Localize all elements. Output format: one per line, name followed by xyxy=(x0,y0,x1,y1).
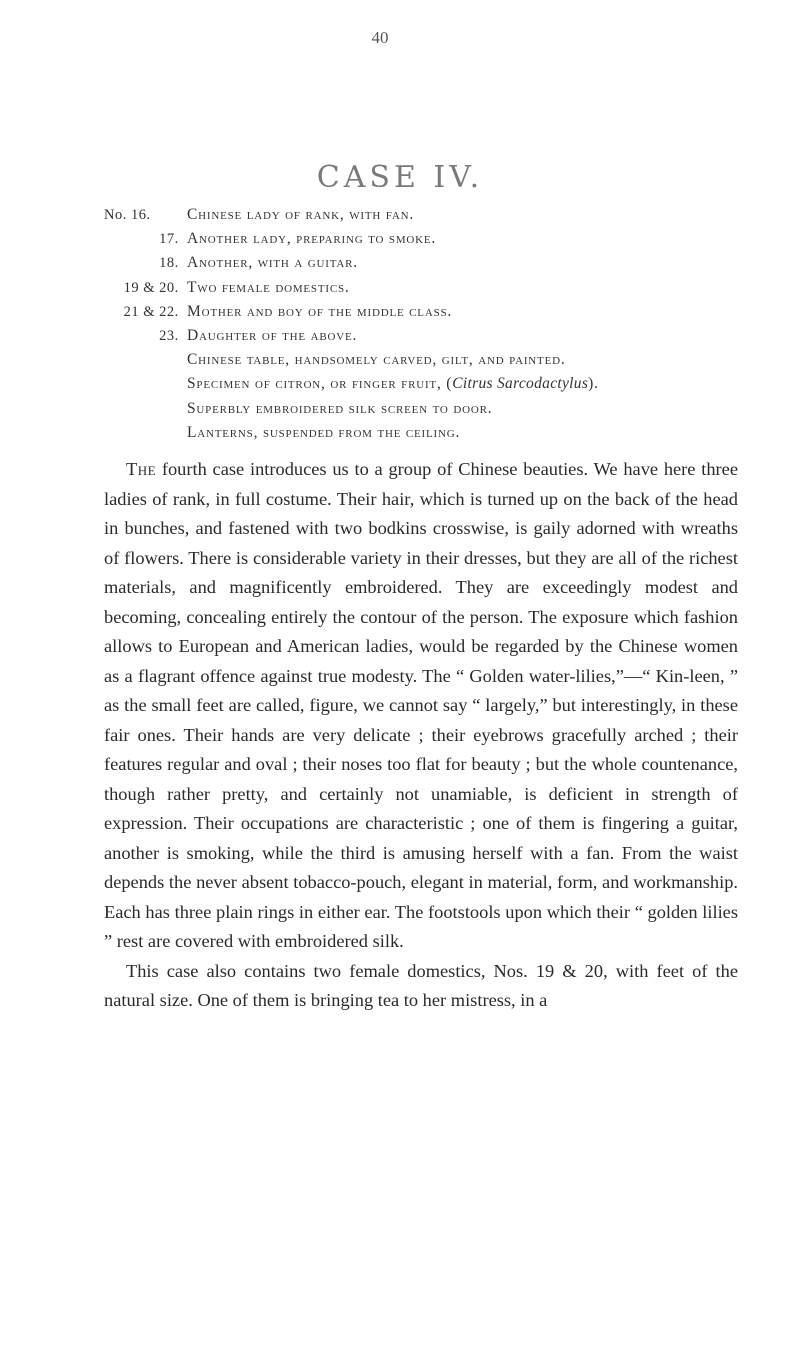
catalogue-text: Lanterns, suspended from the ceiling. xyxy=(187,423,461,441)
catalogue-number-value: 17. xyxy=(159,231,179,248)
catalogue-text: Another, with a guitar. xyxy=(187,254,358,272)
catalogue-item xyxy=(104,421,764,445)
paragraph-text: This case also contains two female domestics, Nos. 19 & 20, with feet of the natural size. One of them is bringing tea to her mistress, in a xyxy=(104,960,738,1010)
catalogue-latin-name: Citrus Sarcodactylus xyxy=(452,375,589,393)
catalogue-text: Mother and boy of the middle class. xyxy=(187,302,453,320)
catalogue-number-value: 21 & 22. xyxy=(123,303,179,320)
catalogue-number xyxy=(104,251,187,275)
catalogue-text: Specimen of citron, or finger fruit, ( xyxy=(187,375,453,393)
catalogue-text: Two female domestics. xyxy=(187,278,350,296)
catalogue-text: Chinese lady of rank, with fan. xyxy=(187,206,415,223)
catalogue-item xyxy=(104,300,764,324)
catalogue-number xyxy=(104,300,187,324)
catalogue-item xyxy=(104,203,764,227)
catalogue-number-value: 19 & 20. xyxy=(123,279,179,296)
paragraph xyxy=(104,957,738,1016)
catalogue-number-value: 18. xyxy=(159,255,179,272)
catalogue-number xyxy=(104,324,187,348)
paragraph-text: fourth case introduces us to a group of Chinese beauties. We have here three ladies of rank, in full costume. Their hair, which is turned up on the back of the head in bunches, and fastened with two bodkins crosswise, is gaily adorned with wreaths of flowers. There is considerable variety in their dresses, but they are all of the richest materials, and magnificently embroidered. They are exceedingly modest and becoming, concealing entirely the contour of the person. The exposure which fashion allows to European and American ladies, would be regarded by the Chinese women as a flagrant offence against true modesty. The “ Golden water-lilies,”—“ Kin-leen, ” as the small feet are called, figure, we cannot say “ largely,” but interestingly, in these fair ones. Their hands are very delicate ; their eyebrows gracefully arched ; their features regular and oval ; their noses too flat for beauty ; but the whole countenance, though rather pretty, and certainly not unamiable, is deficient in strength of expression. Their occupations are characteristic ; one of them is fingering a guitar, another is smoking, while the third is amusing herself with a fan. From the waist depends the never absent tobacco-pouch, elegant in material, form, and workmanship. Each has three plain rings in either ear. The footstools upon which their “ golden lilies ” rest are covered with embroidered silk. xyxy=(104,459,738,951)
catalogue-item xyxy=(104,276,764,300)
case-heading: CASE IV. xyxy=(316,160,484,196)
catalogue-number xyxy=(104,276,187,300)
paragraph xyxy=(104,455,738,957)
catalogue-item xyxy=(104,227,764,251)
catalogue-item xyxy=(104,397,764,421)
page-number: 40 xyxy=(371,28,389,47)
catalogue-number xyxy=(104,227,187,251)
catalogue-item xyxy=(104,324,764,348)
catalogue-item xyxy=(104,372,764,396)
catalogue-item xyxy=(104,348,764,372)
catalogue-list xyxy=(104,203,764,445)
catalogue-text: Superbly embroidered silk screen to door. xyxy=(187,399,493,417)
catalogue-text: Daughter of the above. xyxy=(187,326,358,344)
paragraph-lead: The xyxy=(126,459,157,479)
catalogue-text-suffix: ). xyxy=(588,375,599,393)
catalogue-number: No. 16. xyxy=(104,207,151,223)
catalogue-text: Chinese table, handsomely carved, gilt, and painted. xyxy=(187,351,566,369)
catalogue-item xyxy=(104,251,764,275)
catalogue-number-value: 23. xyxy=(159,327,179,344)
catalogue-text: Another lady, preparing to smoke. xyxy=(187,230,437,248)
body-text xyxy=(104,455,738,1016)
